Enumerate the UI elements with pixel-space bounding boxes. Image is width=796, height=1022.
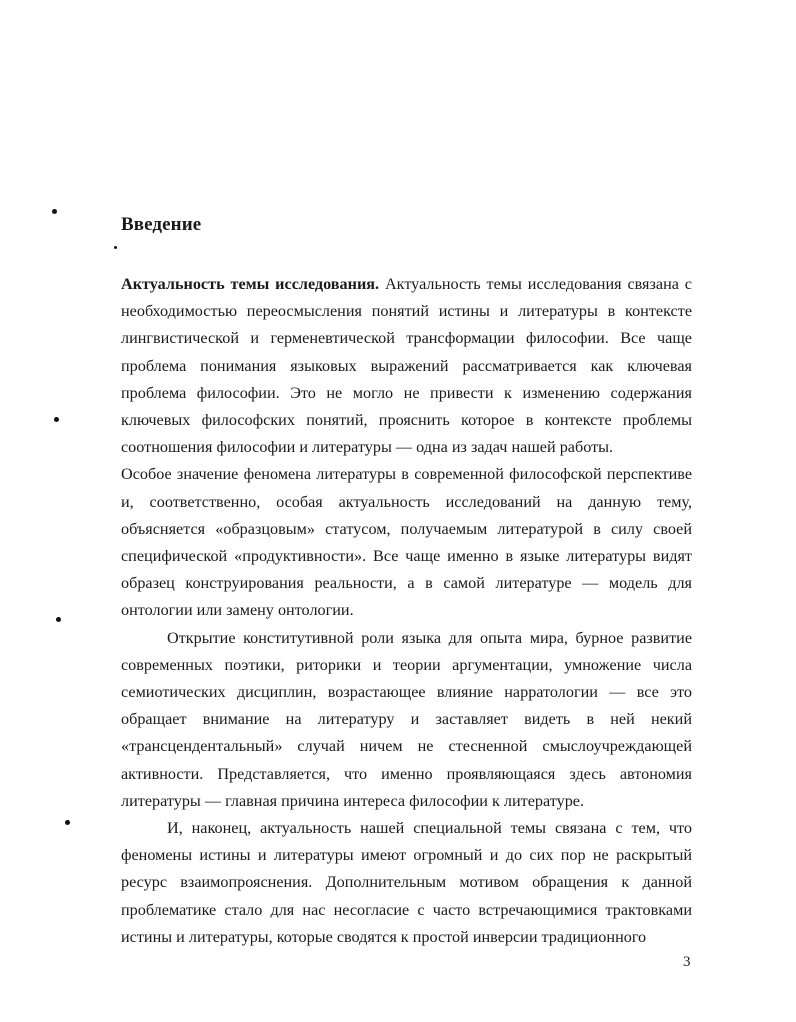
scan-mark: [56, 617, 61, 622]
scan-mark: [65, 820, 70, 825]
scan-mark: [54, 417, 59, 422]
paragraph-relevance-text: Актуальность темы исследования связана с необходимостью переосмысления понятий истины и литературы в контексте лингвистической и герменевтической трансформации философии. Все чаще проблема понимания языковых выражений рассматривается как ключевая проблема философии. Это не могло не привести к изменению содержания ключевых философских понятий, прояснить которое в контексте проблемы соотношения философии и литературы — одна из задач нашей работы.: [121, 275, 692, 457]
page-number: 3: [683, 954, 691, 970]
scan-mark: [52, 209, 57, 214]
paragraph-language-role: Открытие конститутивной роли языка для опыта мира, бурное развитие современных поэтики, риторики и теории аргументации, умножение числа семиотических дисциплин, возрастающее влияние нарратологии — все это обращает внимание на литературу и заставляет видеть в ней некий «трансцендентальный» случай ничем не стесненной смыслоучреждающей активности. Представляется, что именно проявляющаяся здесь автономия литературы — главная причина интереса философии к литературе.: [121, 628, 692, 810]
section-heading: Введение: [121, 214, 202, 235]
paragraph-relevance: [121, 271, 692, 461]
scan-mark: [114, 246, 117, 249]
run-in-heading: Актуальность темы исследования.: [121, 275, 380, 293]
paragraph-literature-significance: Особое значение феномена литературы в современной философской перспективе и, соответственно, особая актуальность исследований на данную тему, объясняется «образцовым» статусом, получаемым литературой в силу своей специфической «продуктивности». Все чаще именно в языке литературы видят образец конструирования реальности, а в самой литературе — модель для онтологии или замену онтологии.: [121, 465, 692, 620]
body-text: [121, 271, 692, 951]
paragraph-truth-literature: И, наконец, актуальность нашей специальной темы связана с тем, что феномены истины и литературы имеют огромный и до сих пор не раскрытый ресурс взаимопрояснения. Дополнительным мотивом обращения к данной проблематике стало для нас несогласие с часто встречающимися трактовками истины и литературы, которые сводятся к простой инверсии традиционного: [121, 819, 692, 946]
